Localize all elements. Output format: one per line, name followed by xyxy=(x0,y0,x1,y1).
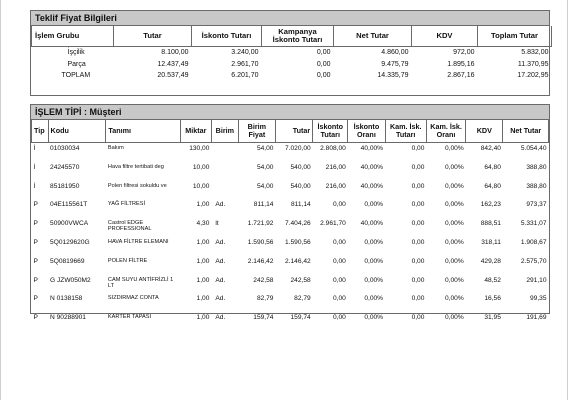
detail-cell-iskonto-orani: 0,00% xyxy=(364,276,384,284)
summary-header-iskonto-tutari: İskonto Tutarı xyxy=(192,26,262,47)
detail-row xyxy=(32,218,549,237)
detail-cell-iskonto-orani: 40,00% xyxy=(360,145,384,152)
detail-cell-kodu: 5Q0129620G xyxy=(50,238,90,246)
detail-cell-birim-fiyat: 82,79 xyxy=(256,295,274,303)
summary-cell-iskonto-tutari: 3.240,00 xyxy=(231,49,259,57)
detail-cell-kodu: 85181950 xyxy=(50,182,80,190)
detail-cell-birim: lt xyxy=(215,220,219,228)
detail-cell-miktar: 10,00 xyxy=(192,163,210,171)
detail-cell-birim: Ad. xyxy=(215,295,226,303)
detail-cell-tutar: 540,00 xyxy=(290,163,311,171)
detail-cell-iskonto-tutari: 0,00 xyxy=(332,276,346,284)
detail-header-miktar: Miktar xyxy=(180,120,211,143)
price-summary-title: Teklif Fiyat Bilgileri xyxy=(31,11,549,26)
detail-cell-miktar: 130,00 xyxy=(189,145,210,152)
detail-cell-iskonto-tutari: 2.961,70 xyxy=(320,220,346,228)
summary-cell-net-tutar: 9.475,79 xyxy=(381,60,409,68)
detail-header-birim: Birim xyxy=(211,120,238,143)
detail-cell-tanimi: Polen filtresi sokuldu ve xyxy=(107,182,167,189)
detail-cell-birim: Ad. xyxy=(215,257,226,265)
detail-cell-kam-isk-orani: 0,00% xyxy=(444,182,464,190)
detail-cell-iskonto-orani: 40,00% xyxy=(360,220,384,228)
summary-header-net-tutar: Net Tutar xyxy=(334,26,412,47)
summary-cell-tutar: 20.537,49 xyxy=(157,72,189,80)
detail-cell-birim-fiyat: 1.590,56 xyxy=(247,238,274,246)
detail-cell-kam-isk-orani: 0,00% xyxy=(444,314,464,322)
summary-cell-kdv: 1.895,16 xyxy=(447,60,475,68)
detail-cell-kdv: 318,11 xyxy=(481,238,501,246)
detail-cell-birim: Ad. xyxy=(215,314,226,322)
detail-cell-tip: P xyxy=(33,295,38,303)
detail-row xyxy=(32,199,549,218)
summary-header-row xyxy=(32,26,552,47)
detail-cell-birim-fiyat: 2.146,42 xyxy=(247,257,274,265)
detail-row xyxy=(32,181,549,200)
detail-cell-kdv: 31,95 xyxy=(484,314,501,322)
detail-cell-kodu: 01030034 xyxy=(50,145,80,152)
detail-cell-kdv: 429,28 xyxy=(480,257,501,265)
detail-cell-iskonto-orani: 40,00% xyxy=(360,163,384,171)
summary-cell-net-tutar: 14.335,79 xyxy=(377,72,409,80)
summary-cell-kampanya-iskonto: 0,00 xyxy=(316,49,331,57)
detail-cell-kam-isk-orani: 0,00% xyxy=(444,257,464,265)
detail-cell-iskonto-orani: 0,00% xyxy=(364,257,384,265)
detail-cell-kdv: 48,52 xyxy=(484,276,501,284)
detail-cell-tip: İ xyxy=(33,163,36,171)
detail-cell-net-tutar: 191,69 xyxy=(526,314,547,322)
detail-cell-kdv: 162,23 xyxy=(480,201,501,209)
detail-cell-birim xyxy=(211,143,238,162)
detail-cell-tip: P xyxy=(33,257,38,265)
detail-cell-birim: Ad. xyxy=(215,276,226,284)
detail-cell-tutar: 159,74 xyxy=(290,314,311,322)
detail-cell-kodu: G JZW050M2 xyxy=(50,276,91,284)
summary-cell-toplam-tutar: 17.202,95 xyxy=(517,72,549,80)
price-summary-panel xyxy=(30,10,550,96)
detail-cell-iskonto-tutari: 0,00 xyxy=(332,238,346,246)
detail-cell-kam-isk-tutari: 0,00 xyxy=(411,163,425,171)
summary-cell-kdv: 2.867,16 xyxy=(447,72,475,80)
detail-cell-kam-isk-orani: 0,00% xyxy=(444,276,464,284)
detail-cell-tip: P xyxy=(33,276,38,284)
detail-cell-iskonto-tutari: 0,00 xyxy=(332,314,346,322)
detail-cell-iskonto-orani: 0,00% xyxy=(364,201,384,209)
summary-header-kampanya-iskonto: Kampanya İskonto Tutarı xyxy=(262,26,334,47)
summary-cell-iskonto-tutari: 2.961,70 xyxy=(231,60,259,68)
detail-cell-miktar: 10,00 xyxy=(192,182,210,190)
detail-row xyxy=(32,256,549,275)
detail-row xyxy=(32,237,549,256)
detail-cell-birim-fiyat: 54,00 xyxy=(256,182,274,190)
summary-cell-iskonto-tutari: 6.201,70 xyxy=(231,72,259,80)
detail-cell-miktar: 1,00 xyxy=(196,201,210,209)
detail-cell-tip: P xyxy=(33,201,38,209)
price-summary-table xyxy=(31,26,552,82)
detail-cell-tip: P xyxy=(33,314,38,322)
detail-cell-net-tutar: 1.908,67 xyxy=(520,238,547,246)
summary-cell-toplam-tutar: 5.832,00 xyxy=(521,49,549,57)
detail-cell-miktar: 1,00 xyxy=(196,257,210,265)
detail-cell-tanimi: SIZDIRMAZ CONTA xyxy=(107,295,159,302)
detail-cell-net-tutar: 99,35 xyxy=(529,295,547,303)
detail-header-birim-fiyat: Birim Fiyat xyxy=(238,120,275,143)
detail-cell-kodu: 04E115561T xyxy=(50,201,88,209)
detail-cell-net-tutar: 2.575,70 xyxy=(520,257,547,265)
detail-cell-tanimi: POLEN FİLTRE xyxy=(107,257,148,264)
detail-cell-kodu: 5Q0819669 xyxy=(50,257,85,265)
detail-header-kam-isk-tutari: Kam. İsk. Tutarı xyxy=(385,120,426,143)
detail-row xyxy=(32,312,549,331)
detail-cell-iskonto-tutari: 216,00 xyxy=(325,163,346,171)
operation-detail-panel xyxy=(30,104,550,322)
detail-cell-net-tutar: 388,80 xyxy=(526,163,547,171)
operation-type-title: İŞLEM TİPİ : Müşteri xyxy=(31,105,549,120)
detail-cell-iskonto-tutari: 2.808,00 xyxy=(320,145,346,152)
detail-cell-birim-fiyat: 1.721,92 xyxy=(247,220,274,228)
detail-cell-net-tutar: 291,10 xyxy=(526,276,547,284)
detail-cell-tip: P xyxy=(33,238,38,246)
detail-cell-net-tutar: 5.331,07 xyxy=(520,220,547,228)
summary-cell-kampanya-iskonto: 0,00 xyxy=(316,72,331,80)
detail-cell-tip: İ xyxy=(33,182,36,190)
detail-cell-tanimi: Castrol EDGE PROFESSIONAL xyxy=(107,220,152,233)
detail-cell-miktar: 1,00 xyxy=(196,276,210,284)
detail-cell-iskonto-tutari: 216,00 xyxy=(325,182,346,190)
detail-cell-birim-fiyat: 159,74 xyxy=(253,314,274,322)
summary-header-toplam-tutar: Toplam Tutar xyxy=(478,26,552,47)
detail-cell-tutar: 7.404,26 xyxy=(285,220,311,228)
detail-cell-kam-isk-orani: 0,00% xyxy=(444,145,464,152)
detail-cell-kdv: 888,51 xyxy=(480,220,501,228)
detail-cell-birim: Ad. xyxy=(215,238,226,246)
detail-cell-kodu: 24245570 xyxy=(50,163,80,171)
detail-cell-iskonto-tutari: 0,00 xyxy=(332,201,346,209)
detail-cell-birim xyxy=(211,162,238,181)
detail-header-row xyxy=(32,120,549,143)
summary-cell-tutar: 8.100,00 xyxy=(161,49,189,57)
detail-cell-kodu: N 90288901 xyxy=(50,314,86,322)
detail-cell-tanimi: Hava filtre tertibati deg xyxy=(107,163,164,170)
detail-cell-net-tutar: 973,37 xyxy=(526,201,547,209)
detail-header-tutar: Tutar xyxy=(275,120,312,143)
detail-cell-kodu: N 0138158 xyxy=(50,295,83,303)
detail-header-iskonto-tutari: İskonto Tutarı xyxy=(313,120,348,143)
summary-cell-net-tutar: 4.860,00 xyxy=(381,49,409,57)
detail-cell-kdv: 16,56 xyxy=(484,295,501,303)
detail-cell-net-tutar: 5.054,40 xyxy=(520,145,547,152)
detail-row xyxy=(32,162,549,181)
detail-cell-tutar: 82,79 xyxy=(294,295,311,303)
detail-cell-miktar: 1,00 xyxy=(196,314,210,322)
detail-cell-tanimi: HAVA FİLTRE ELEMANI xyxy=(107,238,169,245)
detail-cell-tutar: 1.590,56 xyxy=(285,238,311,246)
detail-cell-kam-isk-tutari: 0,00 xyxy=(411,295,425,303)
detail-cell-birim-fiyat: 811,14 xyxy=(253,201,274,209)
detail-row xyxy=(32,293,549,312)
summary-header-islem-grubu: İşlem Grubu xyxy=(32,26,114,47)
summary-header-tutar: Tutar xyxy=(114,26,192,47)
summary-row xyxy=(32,59,552,71)
detail-cell-tutar: 242,58 xyxy=(290,276,311,284)
detail-row xyxy=(32,275,549,294)
summary-cell-kdv: 972,00 xyxy=(453,49,475,57)
detail-cell-birim-fiyat: 54,00 xyxy=(256,145,274,152)
detail-header-net-tutar: Net Tutar xyxy=(503,120,549,143)
detail-row xyxy=(32,143,549,162)
detail-cell-iskonto-orani: 0,00% xyxy=(364,238,384,246)
operation-detail-table xyxy=(31,120,549,331)
detail-cell-iskonto-tutari: 0,00 xyxy=(332,257,346,265)
detail-cell-kdv: 842,40 xyxy=(480,145,501,152)
detail-cell-tanimi: CAM SUYU ANTİFRİZLİ 1 LT xyxy=(107,276,174,289)
summary-cell-tutar: 12.437,49 xyxy=(157,60,189,68)
summary-cell-islem-grubu: İşçilik xyxy=(67,49,85,57)
detail-header-iskonto-orani: İskonto Oranı xyxy=(348,120,385,143)
detail-cell-kam-isk-tutari: 0,00 xyxy=(411,314,425,322)
detail-cell-iskonto-orani: 0,00% xyxy=(364,295,384,303)
detail-cell-kam-isk-tutari: 0,00 xyxy=(411,276,425,284)
detail-cell-kam-isk-orani: 0,00% xyxy=(444,220,464,228)
detail-cell-tanimi: YAĞ FİLTRESİ xyxy=(107,201,146,208)
detail-cell-tutar: 811,14 xyxy=(291,201,311,209)
detail-cell-tanimi: KARTER TAPASI xyxy=(107,314,152,321)
detail-cell-iskonto-orani: 0,00% xyxy=(364,314,384,322)
detail-cell-miktar: 1,00 xyxy=(196,295,210,303)
detail-cell-net-tutar: 388,80 xyxy=(526,182,547,190)
detail-cell-tutar: 540,00 xyxy=(290,182,311,190)
detail-header-tanimi: Tanımı xyxy=(106,120,180,143)
detail-cell-birim-fiyat: 242,58 xyxy=(253,276,274,284)
summary-header-kdv: KDV xyxy=(412,26,478,47)
detail-cell-iskonto-tutari: 0,00 xyxy=(332,295,346,303)
page-edge-left xyxy=(0,0,1,400)
detail-header-tip: Tip xyxy=(32,120,49,143)
detail-cell-kdv: 64,80 xyxy=(484,163,501,171)
detail-cell-tanimi: Bakım xyxy=(107,145,124,151)
summary-row xyxy=(32,47,552,59)
detail-cell-kam-isk-tutari: 0,00 xyxy=(411,182,425,190)
detail-cell-kam-isk-tutari: 0,00 xyxy=(411,145,425,152)
detail-cell-kodu: 50900VWCA xyxy=(50,220,89,228)
detail-cell-kam-isk-tutari: 0,00 xyxy=(411,201,425,209)
summary-cell-islem-grubu: Parça xyxy=(67,60,86,68)
summary-cell-islem-grubu: TOPLAM xyxy=(61,72,91,80)
summary-cell-kampanya-iskonto: 0,00 xyxy=(316,60,331,68)
detail-cell-kam-isk-orani: 0,00% xyxy=(444,201,464,209)
detail-cell-birim xyxy=(211,181,238,200)
detail-cell-kam-isk-tutari: 0,00 xyxy=(411,257,425,265)
detail-header-kam-isk-orani: Kam. İsk. Oranı xyxy=(426,120,465,143)
detail-cell-kam-isk-orani: 0,00% xyxy=(444,295,464,303)
detail-cell-kam-isk-tutari: 0,00 xyxy=(411,220,425,228)
detail-cell-kam-isk-orani: 0,00% xyxy=(444,238,464,246)
detail-cell-kdv: 64,80 xyxy=(484,182,501,190)
summary-cell-toplam-tutar: 11.370,95 xyxy=(517,60,549,68)
detail-cell-birim-fiyat: 54,00 xyxy=(256,163,274,171)
summary-row xyxy=(32,70,552,82)
detail-cell-tip: İ xyxy=(33,145,36,152)
detail-cell-tip: P xyxy=(33,220,38,228)
detail-cell-kam-isk-tutari: 0,00 xyxy=(411,238,425,246)
detail-header-kodu: Kodu xyxy=(48,120,106,143)
detail-cell-tutar: 2.146,42 xyxy=(285,257,311,265)
detail-cell-miktar: 1,00 xyxy=(196,238,210,246)
detail-cell-birim: Ad. xyxy=(215,201,226,209)
detail-cell-kam-isk-orani: 0,00% xyxy=(444,163,464,171)
detail-cell-miktar: 4,30 xyxy=(196,220,210,228)
detail-cell-tutar: 7.020,00 xyxy=(285,145,311,152)
detail-cell-iskonto-orani: 40,00% xyxy=(360,182,384,190)
detail-header-kdv: KDV xyxy=(466,120,503,143)
